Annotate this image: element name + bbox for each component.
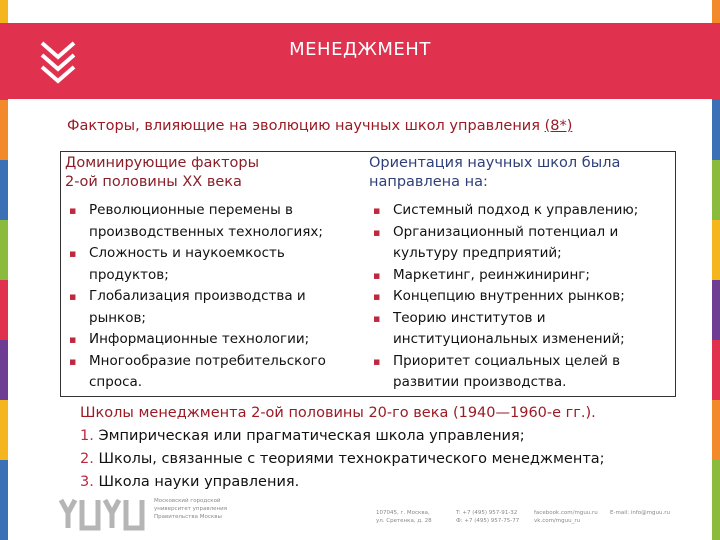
left-items-cell [61,194,366,396]
university-logo [58,497,146,531]
footer-facebook-link[interactable]: facebook.com/mguu.ru [534,510,598,516]
dominant-factors-list [65,200,361,394]
right-heading-line-1: Ориентация научных школ была [369,155,621,171]
schools-section [80,402,605,494]
factors-table [60,151,676,397]
school-item: 3. Школа науки управления. [80,474,300,490]
list-item: ▪ Маркетинг, реинжиниринг; [369,265,671,287]
left-heading-cell [61,152,366,195]
bullet-icon: ▪ [69,354,77,368]
list-item: ▪ Приоритет социальных целей в развитии производства. [373,352,621,390]
bullet-icon: ▪ [69,204,77,217]
list-item: ▪ Теорию институтов и институциональных изменений; [373,309,625,347]
right-items-cell [365,194,676,396]
footer-address-line-2: ул. Сретенка, д. 28 [376,518,432,524]
footer-phone: T: +7 (495) 957-91-32 [456,510,518,516]
footer-fax: Ф: +7 (495) 957-75-77 [456,518,520,524]
list-item: ▪ Системный подход к управлению; [369,200,671,222]
slide-subtitle [67,118,572,134]
bullet-icon: ▪ [69,247,77,260]
footer-vk-link[interactable]: vk.com/mguu_ru [534,518,581,524]
right-heading-line-2: направлена на: [369,174,488,190]
bullet-icon: ▪ [69,290,77,303]
list-item: ▪ Информационные технологии; [65,329,361,351]
school-orientation-list [369,200,671,394]
bullet-icon: ▪ [373,268,381,282]
bullet-icon: ▪ [373,204,381,217]
bullet-icon: ▪ [373,290,381,303]
subtitle-text: Факторы, влияющие на эволюцию научных школ управления [67,118,545,134]
left-heading-line-2: 2-ой половины XX века [65,174,242,190]
school-item: 1. Эмпирическая или прагматическая школа управления; [80,428,525,444]
list-item: ▪ Организационный потенциал и культуру предприятий; [373,223,619,261]
header-banner [0,23,720,99]
list-item: ▪ Концепцию внутренних рынков; [369,286,671,308]
footer-org-line-3: Правительства Москвы [154,514,222,520]
footer-address-line-1: 107045, г. Москва, [376,510,430,516]
footer-email-link[interactable]: E-mail: info@mguu.ru [610,510,670,516]
bullet-icon: ▪ [373,311,381,325]
footer-org-line-1: Московский городской [154,498,221,504]
reference-link[interactable]: (8*) [544,118,573,134]
list-item: ▪ Сложность и наукоемкость продуктов; [69,245,285,283]
right-heading-cell [365,152,676,195]
footer-org-line-2: университет управления [154,506,228,512]
left-heading-line-1: Доминирующие факторы [65,155,260,171]
bullet-icon: ▪ [373,225,381,239]
list-item: ▪ Глобализация производства и рынков; [69,288,306,326]
list-item: ▪ Революционные перемены в производственных технологиях; [69,202,323,240]
schools-heading: Школы менеджмента 2-ой половины 20-го века (1940—1960-е гг.). [80,405,596,421]
page-title: МЕНЕДЖМЕНТ [289,39,431,60]
school-item: 2. Школы, связанные с теориями технократического менеджмента; [80,451,605,467]
list-item: ▪ Многообразие потребительского спроса. [69,352,326,390]
bullet-icon: ▪ [69,333,77,346]
bullet-icon: ▪ [373,354,381,368]
footer [58,495,720,540]
